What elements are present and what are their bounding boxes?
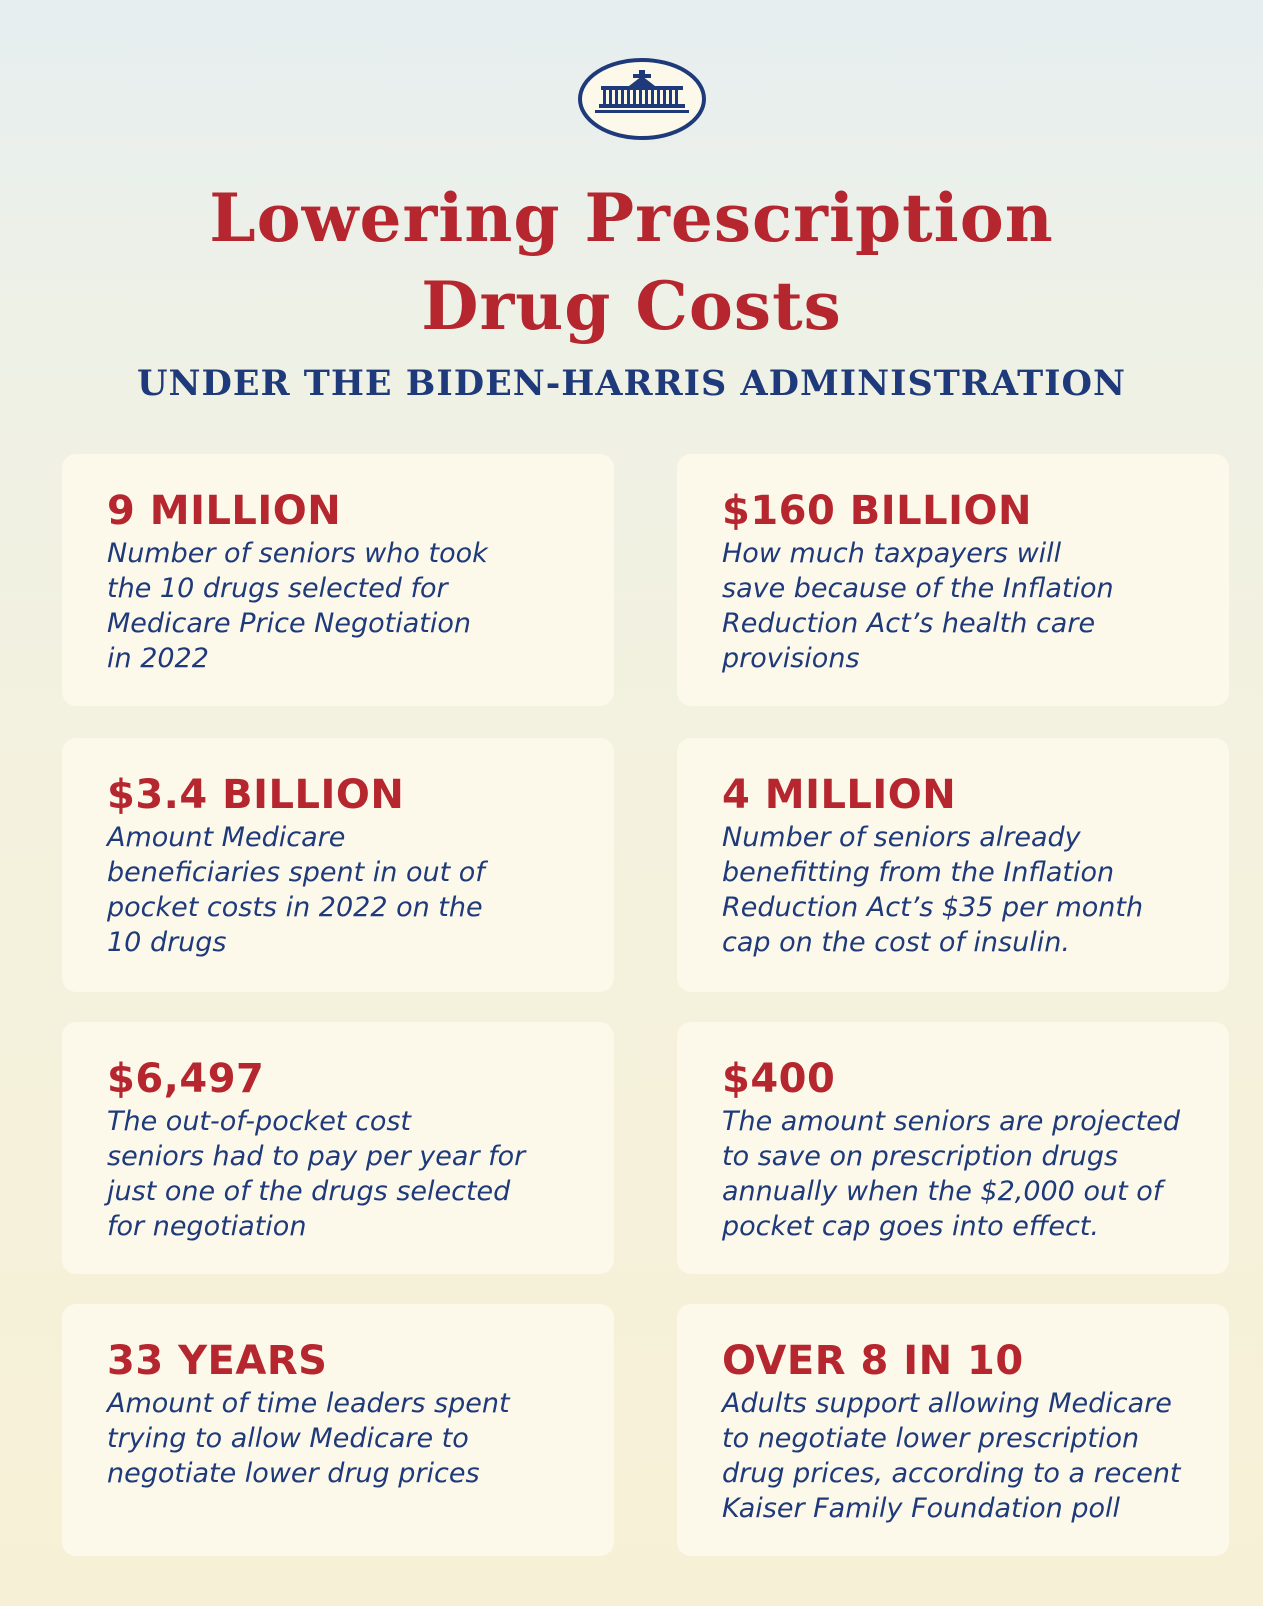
stat-description: Number of seniors who took the 10 drugs selected for Medicare Price Negotiation in 2022 [107,538,488,674]
stat-value: $6,497 [107,1056,265,1102]
stat-card-out-of-pocket-spend [62,738,614,992]
stat-description: Amount of time leaders spent trying to allow Medicare to negotiate lower drug prices [107,1388,510,1489]
stat-value: 33 YEARS [107,1338,328,1384]
stat-value: $160 BILLION [722,488,1032,534]
stat-description: Number of seniors already benefitting from the Inflation Reduction Act’s $35 per month cap on the cost of insulin. [722,822,1144,958]
stat-description: The amount seniors are projected to save on prescription drugs annually when the $2,000 out of pocket cap goes into effect. [722,1106,1181,1242]
page-title-line-1: Lowering Prescription [209,179,1054,257]
stat-value: OVER 8 IN 10 [722,1338,1024,1384]
stat-description: Adults support allowing Medicare to negotiate lower prescription drug prices, according to a recent Kaiser Family Foundation poll [722,1388,1181,1524]
stat-card-insulin-cap [677,738,1229,992]
stat-description: Amount Medicare beneficiaries spent in out of pocket costs in 2022 on the 10 drugs [107,822,485,958]
stat-card-public-support [677,1304,1229,1556]
stat-card-annual-cost [62,1022,614,1274]
stat-value: 9 MILLION [107,488,342,534]
stat-description: How much taxpayers will save because of the Inflation Reduction Act’s health care provisions [722,538,1114,674]
white-house-logo [575,56,709,142]
page-title-line-2: Drug Costs [421,267,842,345]
stat-card-projected-savings [677,1022,1229,1274]
page-subtitle: UNDER THE BIDEN-HARRIS ADMINISTRATION [136,363,1127,404]
stat-value: $3.4 BILLION [107,772,405,818]
stat-value: 4 MILLION [722,772,957,818]
stat-card-seniors-drugs [62,454,614,706]
stat-value: $400 [722,1056,836,1102]
stat-card-taxpayer-savings [677,454,1229,706]
stat-description: The out-of-pocket cost seniors had to pay per year for just one of the drugs selected for negotiation [107,1106,526,1242]
stat-card-years-spent [62,1304,614,1556]
